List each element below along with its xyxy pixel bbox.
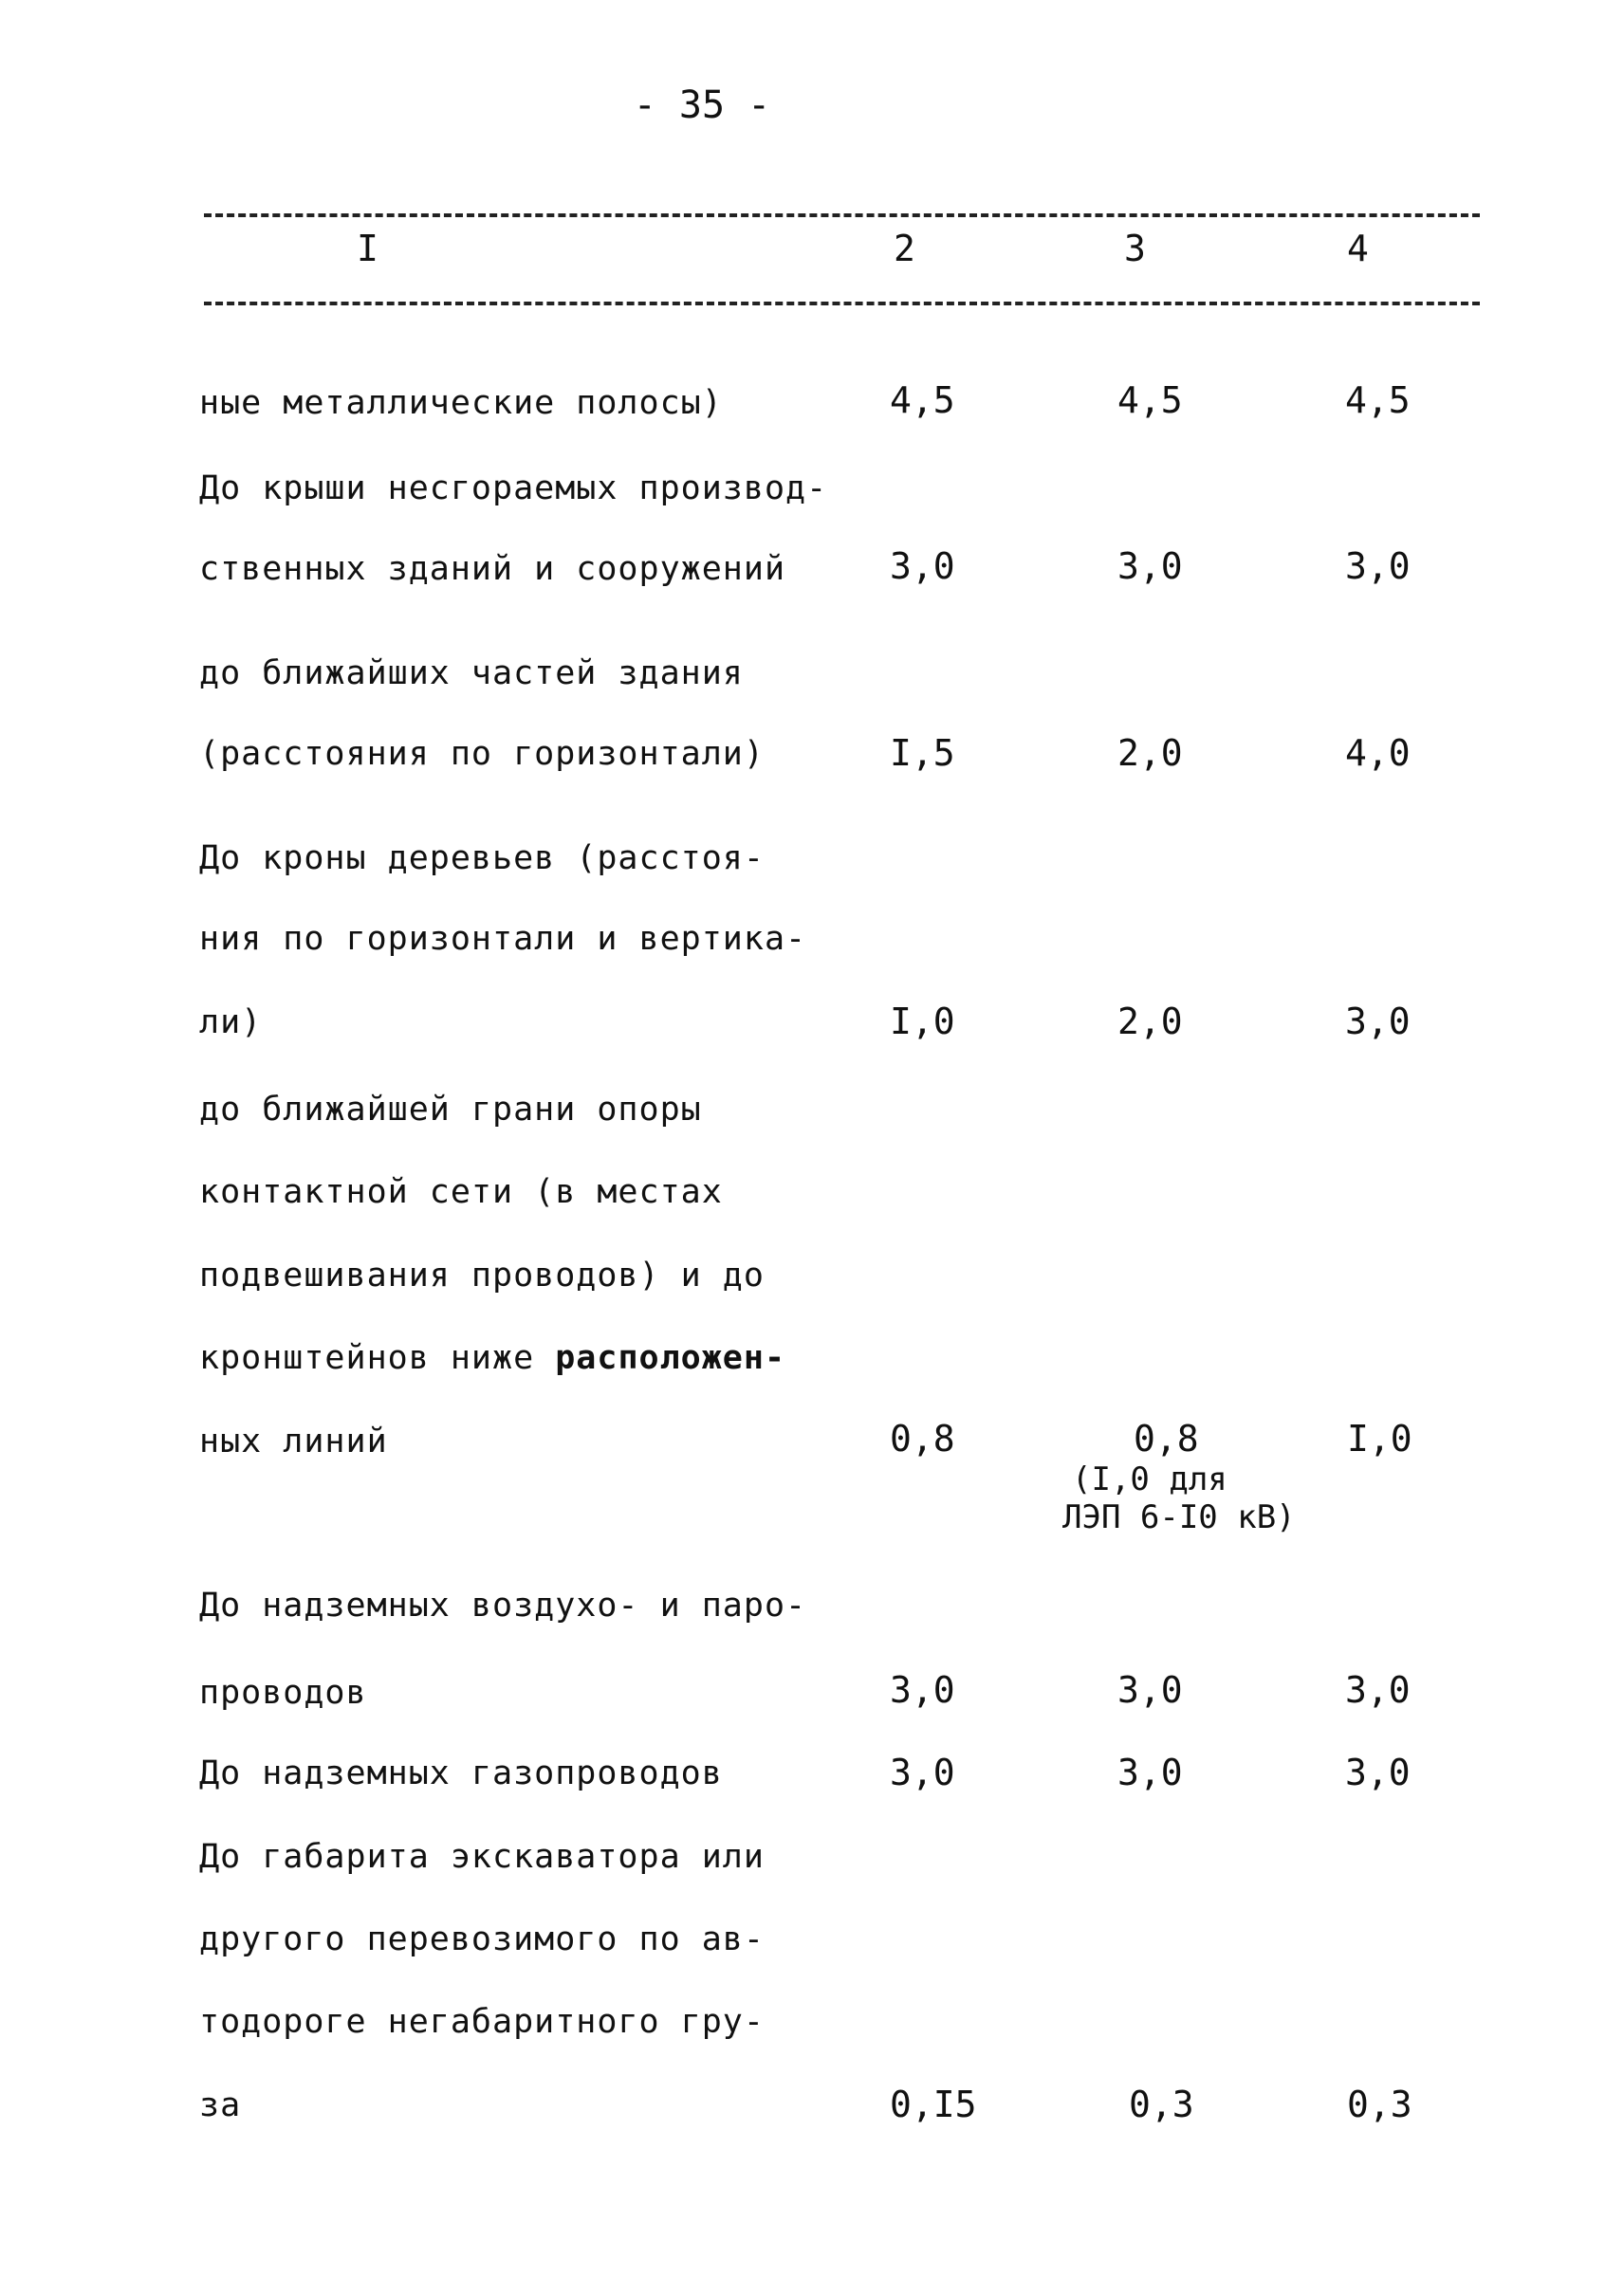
row-value-col4: 0,3 <box>1347 2084 1412 2125</box>
row-value-col2: I,5 <box>890 732 955 774</box>
row-value-col2: 3,0 <box>890 545 955 587</box>
column-header-4: 4 <box>1347 228 1369 269</box>
row-text-line: ли) <box>199 1003 263 1041</box>
row-text-line: ные металлические полосы) <box>199 384 723 422</box>
row-value-col4: 3,0 <box>1345 1001 1411 1042</box>
row-text-line: До надземных воздухо- и паро- <box>199 1587 807 1625</box>
column-header-3: 3 <box>1124 228 1146 269</box>
row-value-col3: 2,0 <box>1117 732 1183 774</box>
row-text-line: До крыши несгораемых производ- <box>199 469 828 507</box>
row-note-line: ЛЭП 6-I0 кВ) <box>1062 1498 1296 1536</box>
row-note-line: (I,0 для <box>1072 1460 1227 1498</box>
row-value-col2: 0,I5 <box>890 2084 977 2125</box>
row-value-col4: 3,0 <box>1345 545 1411 587</box>
row-value-col4: I,0 <box>1347 1418 1412 1460</box>
row-text-line: ственных зданий и сооружений <box>199 550 786 588</box>
row-text-line: другого перевозимого по ав- <box>199 1920 765 1958</box>
row-text-line: До габарита экскаватора или <box>199 1838 765 1876</box>
row-text-line: ния по горизонтали и вертика- <box>199 920 807 958</box>
row-value-col3: 3,0 <box>1117 1752 1183 1793</box>
row-value-col2: 0,8 <box>890 1418 955 1460</box>
row-value-col2: 4,5 <box>890 379 955 421</box>
row-value-col3: 0,3 <box>1129 2084 1194 2125</box>
row-text-line: До кроны деревьев (расстоя- <box>199 839 765 877</box>
table-header-rule <box>204 302 1480 305</box>
row-value-col2: 3,0 <box>890 1752 955 1793</box>
column-header-2: 2 <box>894 228 915 269</box>
row-value-col4: 3,0 <box>1345 1752 1411 1793</box>
table-top-rule <box>204 213 1480 217</box>
row-text-line: ных линий <box>199 1423 388 1460</box>
row-text-line: подвешивания проводов) и до <box>199 1257 765 1295</box>
row-text-fragment: кронштейнов ниже <box>199 1339 535 1377</box>
row-value-col3: 0,8 <box>1134 1418 1199 1460</box>
row-text-bold-fragment: расположен- <box>555 1339 786 1377</box>
row-value-col3: 3,0 <box>1117 1669 1183 1711</box>
row-text-line: тодороге негабаритного гру- <box>199 2003 765 2041</box>
row-text-line: (расстояния по горизонтали) <box>199 735 765 773</box>
row-value-col4: 3,0 <box>1345 1669 1411 1711</box>
row-value-col3: 4,5 <box>1117 379 1183 421</box>
row-text-line <box>199 1339 785 1377</box>
table-header <box>0 228 1624 285</box>
page-number: - 35 - <box>633 83 771 127</box>
row-value-col2: 3,0 <box>890 1669 955 1711</box>
row-text-line: до ближайшей грани опоры <box>199 1091 702 1129</box>
row-text-line: за <box>199 2086 242 2124</box>
row-value-col4: 4,0 <box>1345 732 1411 774</box>
row-value-col4: 4,5 <box>1345 379 1411 421</box>
row-text-line: до ближайших частей здания <box>199 654 744 692</box>
row-text-line: проводов <box>199 1674 367 1712</box>
row-value-col3: 2,0 <box>1117 1001 1183 1042</box>
row-value-col2: I,0 <box>890 1001 955 1042</box>
column-header-1: I <box>357 228 378 269</box>
row-text-line: контактной сети (в местах <box>199 1173 723 1211</box>
row-text-line: До надземных газопроводов <box>199 1754 723 1792</box>
row-value-col3: 3,0 <box>1117 545 1183 587</box>
